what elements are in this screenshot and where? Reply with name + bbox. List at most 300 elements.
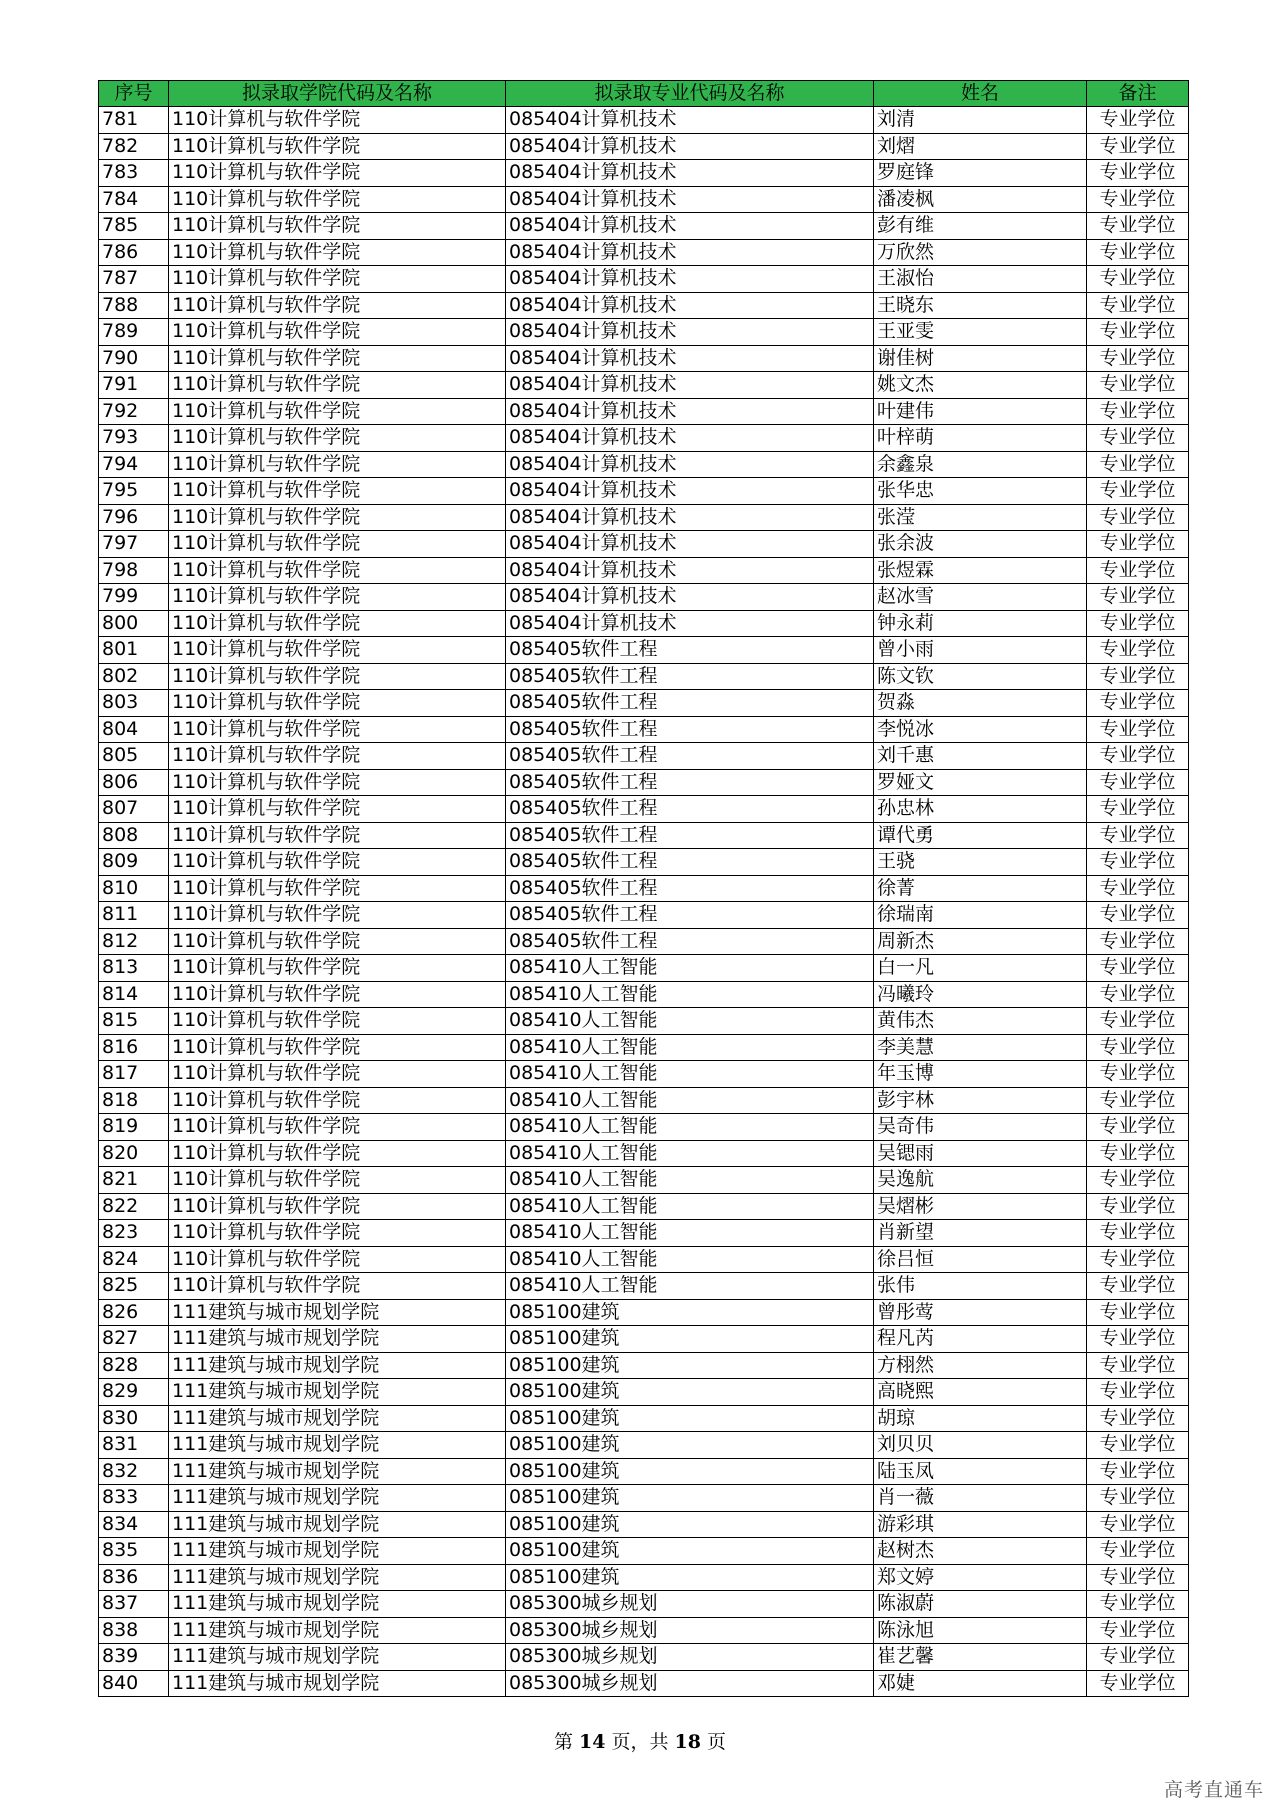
cell-serial-number: 823 [99, 1220, 169, 1247]
table-row [99, 1538, 1189, 1565]
cell-remark: 专业学位 [1087, 213, 1189, 240]
cell-serial-number: 786 [99, 239, 169, 266]
table-row [99, 1326, 1189, 1353]
cell-name: 徐吕恒 [874, 1246, 1087, 1273]
cell-major: 085100建筑 [506, 1379, 874, 1406]
cell-name: 姚文杰 [874, 372, 1087, 399]
cell-college: 110计算机与软件学院 [169, 690, 506, 717]
table-row [99, 1034, 1189, 1061]
table-row [99, 1405, 1189, 1432]
cell-remark: 专业学位 [1087, 1485, 1189, 1512]
cell-name: 吴锶雨 [874, 1140, 1087, 1167]
cell-serial-number: 825 [99, 1273, 169, 1300]
cell-remark: 专业学位 [1087, 1405, 1189, 1432]
cell-name: 黄伟杰 [874, 1008, 1087, 1035]
cell-college: 111建筑与城市规划学院 [169, 1591, 506, 1618]
cell-remark: 专业学位 [1087, 584, 1189, 611]
cell-name: 周新杰 [874, 928, 1087, 955]
cell-name: 高晓熙 [874, 1379, 1087, 1406]
header-serial-number: 序号 [99, 81, 169, 107]
footer-middle: 页，共 [605, 1731, 675, 1753]
header-college: 拟录取学院代码及名称 [169, 81, 506, 107]
cell-college: 110计算机与软件学院 [169, 928, 506, 955]
cell-major: 085300城乡规划 [506, 1591, 874, 1618]
cell-name: 谭代勇 [874, 822, 1087, 849]
cell-major: 085404计算机技术 [506, 504, 874, 531]
cell-name: 赵冰雪 [874, 584, 1087, 611]
table-row [99, 557, 1189, 584]
table-row [99, 425, 1189, 452]
cell-name: 游彩琪 [874, 1511, 1087, 1538]
cell-remark: 专业学位 [1087, 1432, 1189, 1459]
cell-remark: 专业学位 [1087, 266, 1189, 293]
cell-college: 110计算机与软件学院 [169, 107, 506, 134]
cell-serial-number: 800 [99, 610, 169, 637]
cell-serial-number: 799 [99, 584, 169, 611]
cell-serial-number: 784 [99, 186, 169, 213]
cell-remark: 专业学位 [1087, 928, 1189, 955]
cell-remark: 专业学位 [1087, 902, 1189, 929]
cell-serial-number: 832 [99, 1458, 169, 1485]
table-row [99, 266, 1189, 293]
cell-name: 曾小雨 [874, 637, 1087, 664]
cell-serial-number: 838 [99, 1617, 169, 1644]
cell-name: 张滢 [874, 504, 1087, 531]
cell-college: 110计算机与软件学院 [169, 796, 506, 823]
table-row [99, 769, 1189, 796]
table-row [99, 1670, 1189, 1697]
cell-name: 彭宇林 [874, 1087, 1087, 1114]
cell-serial-number: 833 [99, 1485, 169, 1512]
cell-serial-number: 803 [99, 690, 169, 717]
cell-college: 111建筑与城市规划学院 [169, 1644, 506, 1671]
cell-name: 陆玉凤 [874, 1458, 1087, 1485]
table-row [99, 292, 1189, 319]
cell-remark: 专业学位 [1087, 743, 1189, 770]
table-row [99, 1299, 1189, 1326]
table-row [99, 1485, 1189, 1512]
cell-serial-number: 810 [99, 875, 169, 902]
table-row [99, 1432, 1189, 1459]
cell-remark: 专业学位 [1087, 239, 1189, 266]
cell-serial-number: 837 [99, 1591, 169, 1618]
cell-name: 徐瑞南 [874, 902, 1087, 929]
cell-serial-number: 830 [99, 1405, 169, 1432]
cell-serial-number: 805 [99, 743, 169, 770]
cell-college: 110计算机与软件学院 [169, 663, 506, 690]
cell-major: 085410人工智能 [506, 1061, 874, 1088]
cell-remark: 专业学位 [1087, 1246, 1189, 1273]
watermark: 高考直通车 [1163, 1779, 1264, 1801]
table-row [99, 531, 1189, 558]
table-row [99, 1379, 1189, 1406]
cell-major: 085405软件工程 [506, 902, 874, 929]
cell-remark: 专业学位 [1087, 425, 1189, 452]
table-row [99, 213, 1189, 240]
cell-college: 110计算机与软件学院 [169, 292, 506, 319]
cell-major: 085404计算机技术 [506, 610, 874, 637]
cell-name: 钟永莉 [874, 610, 1087, 637]
cell-major: 085100建筑 [506, 1352, 874, 1379]
table-row [99, 1193, 1189, 1220]
cell-serial-number: 789 [99, 319, 169, 346]
current-page-number: 14 [579, 1731, 606, 1753]
cell-name: 王淑怡 [874, 266, 1087, 293]
cell-serial-number: 813 [99, 955, 169, 982]
cell-major: 085404计算机技术 [506, 372, 874, 399]
cell-college: 110计算机与软件学院 [169, 531, 506, 558]
table-row [99, 822, 1189, 849]
footer-suffix: 页 [701, 1731, 727, 1753]
table-row [99, 160, 1189, 187]
cell-remark: 专业学位 [1087, 1299, 1189, 1326]
cell-major: 085410人工智能 [506, 1246, 874, 1273]
cell-college: 110计算机与软件学院 [169, 1087, 506, 1114]
cell-serial-number: 785 [99, 213, 169, 240]
cell-remark: 专业学位 [1087, 610, 1189, 637]
cell-serial-number: 835 [99, 1538, 169, 1565]
cell-name: 李悦冰 [874, 716, 1087, 743]
header-row [99, 81, 1189, 107]
cell-remark: 专业学位 [1087, 345, 1189, 372]
cell-major: 085410人工智能 [506, 1008, 874, 1035]
cell-remark: 专业学位 [1087, 1193, 1189, 1220]
cell-college: 110计算机与软件学院 [169, 557, 506, 584]
cell-serial-number: 818 [99, 1087, 169, 1114]
cell-name: 吴熠彬 [874, 1193, 1087, 1220]
cell-name: 陈淑蔚 [874, 1591, 1087, 1618]
cell-major: 085410人工智能 [506, 1087, 874, 1114]
cell-serial-number: 815 [99, 1008, 169, 1035]
cell-serial-number: 822 [99, 1193, 169, 1220]
cell-serial-number: 840 [99, 1670, 169, 1697]
cell-major: 085404计算机技术 [506, 213, 874, 240]
cell-remark: 专业学位 [1087, 1061, 1189, 1088]
cell-name: 陈文钦 [874, 663, 1087, 690]
cell-college: 110计算机与软件学院 [169, 239, 506, 266]
cell-college: 110计算机与软件学院 [169, 716, 506, 743]
cell-major: 085404计算机技术 [506, 186, 874, 213]
cell-name: 张伟 [874, 1273, 1087, 1300]
cell-serial-number: 787 [99, 266, 169, 293]
cell-remark: 专业学位 [1087, 319, 1189, 346]
cell-serial-number: 795 [99, 478, 169, 505]
admission-list-table [98, 80, 1189, 1697]
cell-major: 085404计算机技术 [506, 451, 874, 478]
cell-college: 111建筑与城市规划学院 [169, 1670, 506, 1697]
table-row [99, 743, 1189, 770]
cell-college: 110计算机与软件学院 [169, 769, 506, 796]
cell-major: 085405软件工程 [506, 822, 874, 849]
cell-remark: 专业学位 [1087, 451, 1189, 478]
cell-major: 085100建筑 [506, 1326, 874, 1353]
cell-major: 085405软件工程 [506, 663, 874, 690]
cell-name: 吴逸航 [874, 1167, 1087, 1194]
cell-name: 叶梓萌 [874, 425, 1087, 452]
cell-serial-number: 836 [99, 1564, 169, 1591]
cell-remark: 专业学位 [1087, 107, 1189, 134]
cell-major: 085405软件工程 [506, 796, 874, 823]
cell-name: 陈泳旭 [874, 1617, 1087, 1644]
cell-name: 王晓东 [874, 292, 1087, 319]
table-row [99, 1246, 1189, 1273]
cell-serial-number: 796 [99, 504, 169, 531]
cell-college: 111建筑与城市规划学院 [169, 1405, 506, 1432]
cell-college: 111建筑与城市规划学院 [169, 1352, 506, 1379]
cell-major: 085404计算机技术 [506, 107, 874, 134]
table-row [99, 902, 1189, 929]
cell-remark: 专业学位 [1087, 1538, 1189, 1565]
cell-name: 崔艺馨 [874, 1644, 1087, 1671]
table-row [99, 1140, 1189, 1167]
table-row [99, 584, 1189, 611]
cell-serial-number: 827 [99, 1326, 169, 1353]
cell-college: 110计算机与软件学院 [169, 1034, 506, 1061]
table-header [99, 81, 1189, 107]
table-row [99, 107, 1189, 134]
cell-serial-number: 824 [99, 1246, 169, 1273]
cell-college: 110计算机与软件学院 [169, 875, 506, 902]
cell-name: 刘千惠 [874, 743, 1087, 770]
table-row [99, 239, 1189, 266]
cell-remark: 专业学位 [1087, 1087, 1189, 1114]
cell-major: 085405软件工程 [506, 928, 874, 955]
cell-remark: 专业学位 [1087, 1326, 1189, 1353]
cell-major: 085100建筑 [506, 1485, 874, 1512]
cell-name: 潘凌枫 [874, 186, 1087, 213]
table-row [99, 637, 1189, 664]
cell-serial-number: 783 [99, 160, 169, 187]
cell-name: 刘清 [874, 107, 1087, 134]
cell-serial-number: 821 [99, 1167, 169, 1194]
cell-name: 叶建伟 [874, 398, 1087, 425]
cell-major: 085404计算机技术 [506, 266, 874, 293]
cell-serial-number: 801 [99, 637, 169, 664]
cell-college: 111建筑与城市规划学院 [169, 1485, 506, 1512]
cell-college: 110计算机与软件学院 [169, 478, 506, 505]
cell-college: 110计算机与软件学院 [169, 1140, 506, 1167]
cell-remark: 专业学位 [1087, 292, 1189, 319]
cell-serial-number: 826 [99, 1299, 169, 1326]
cell-major: 085404计算机技术 [506, 319, 874, 346]
cell-serial-number: 819 [99, 1114, 169, 1141]
cell-college: 111建筑与城市规划学院 [169, 1458, 506, 1485]
cell-remark: 专业学位 [1087, 1617, 1189, 1644]
cell-serial-number: 812 [99, 928, 169, 955]
cell-serial-number: 793 [99, 425, 169, 452]
cell-remark: 专业学位 [1087, 557, 1189, 584]
cell-major: 085300城乡规划 [506, 1644, 874, 1671]
cell-serial-number: 797 [99, 531, 169, 558]
cell-major: 085410人工智能 [506, 981, 874, 1008]
cell-college: 110计算机与软件学院 [169, 902, 506, 929]
cell-name: 胡琼 [874, 1405, 1087, 1432]
cell-remark: 专业学位 [1087, 849, 1189, 876]
cell-major: 085410人工智能 [506, 1034, 874, 1061]
table-row [99, 398, 1189, 425]
cell-major: 085410人工智能 [506, 1193, 874, 1220]
cell-major: 085405软件工程 [506, 716, 874, 743]
table-row [99, 849, 1189, 876]
cell-serial-number: 831 [99, 1432, 169, 1459]
cell-major: 085405软件工程 [506, 690, 874, 717]
cell-remark: 专业学位 [1087, 981, 1189, 1008]
table-row [99, 504, 1189, 531]
cell-college: 111建筑与城市规划学院 [169, 1617, 506, 1644]
cell-major: 085404计算机技术 [506, 345, 874, 372]
cell-serial-number: 816 [99, 1034, 169, 1061]
cell-name: 张华忠 [874, 478, 1087, 505]
table-row [99, 1167, 1189, 1194]
cell-remark: 专业学位 [1087, 160, 1189, 187]
cell-remark: 专业学位 [1087, 663, 1189, 690]
cell-serial-number: 806 [99, 769, 169, 796]
cell-major: 085404计算机技术 [506, 557, 874, 584]
cell-major: 085404计算机技术 [506, 133, 874, 160]
table-body [99, 107, 1189, 1697]
cell-remark: 专业学位 [1087, 637, 1189, 664]
table-row [99, 345, 1189, 372]
cell-major: 085404计算机技术 [506, 584, 874, 611]
table-row [99, 796, 1189, 823]
cell-remark: 专业学位 [1087, 1511, 1189, 1538]
cell-serial-number: 802 [99, 663, 169, 690]
cell-college: 110计算机与软件学院 [169, 1167, 506, 1194]
cell-name: 王亚雯 [874, 319, 1087, 346]
cell-name: 肖新望 [874, 1220, 1087, 1247]
table-row [99, 716, 1189, 743]
table-row [99, 1352, 1189, 1379]
cell-serial-number: 814 [99, 981, 169, 1008]
cell-name: 程凡芮 [874, 1326, 1087, 1353]
cell-remark: 专业学位 [1087, 398, 1189, 425]
cell-major: 085300城乡规划 [506, 1617, 874, 1644]
cell-name: 贺淼 [874, 690, 1087, 717]
cell-remark: 专业学位 [1087, 531, 1189, 558]
cell-remark: 专业学位 [1087, 1273, 1189, 1300]
cell-college: 111建筑与城市规划学院 [169, 1564, 506, 1591]
cell-college: 110计算机与软件学院 [169, 133, 506, 160]
cell-remark: 专业学位 [1087, 1458, 1189, 1485]
cell-major: 085405软件工程 [506, 743, 874, 770]
cell-serial-number: 790 [99, 345, 169, 372]
footer-prefix: 第 [553, 1731, 579, 1753]
table-row [99, 1061, 1189, 1088]
cell-name: 谢佳树 [874, 345, 1087, 372]
cell-college: 110计算机与软件学院 [169, 1220, 506, 1247]
cell-serial-number: 782 [99, 133, 169, 160]
cell-name: 吴奇伟 [874, 1114, 1087, 1141]
cell-name: 万欣然 [874, 239, 1087, 266]
table-row [99, 1591, 1189, 1618]
page-footer [0, 1727, 1280, 1754]
table-row [99, 478, 1189, 505]
table-row [99, 1617, 1189, 1644]
cell-major: 085404计算机技术 [506, 292, 874, 319]
cell-serial-number: 792 [99, 398, 169, 425]
cell-college: 110计算机与软件学院 [169, 451, 506, 478]
cell-college: 110计算机与软件学院 [169, 504, 506, 531]
cell-name: 年玉博 [874, 1061, 1087, 1088]
cell-college: 110计算机与软件学院 [169, 425, 506, 452]
cell-name: 罗娅文 [874, 769, 1087, 796]
table-row [99, 875, 1189, 902]
cell-name: 刘熠 [874, 133, 1087, 160]
cell-name: 赵树杰 [874, 1538, 1087, 1565]
cell-college: 110计算机与软件学院 [169, 1008, 506, 1035]
cell-college: 110计算机与软件学院 [169, 213, 506, 240]
cell-name: 肖一薇 [874, 1485, 1087, 1512]
cell-college: 110计算机与软件学院 [169, 186, 506, 213]
cell-remark: 专业学位 [1087, 504, 1189, 531]
cell-serial-number: 811 [99, 902, 169, 929]
cell-major: 085410人工智能 [506, 1167, 874, 1194]
cell-serial-number: 804 [99, 716, 169, 743]
cell-remark: 专业学位 [1087, 1034, 1189, 1061]
cell-college: 110计算机与软件学院 [169, 822, 506, 849]
cell-major: 085404计算机技术 [506, 531, 874, 558]
table-row [99, 1458, 1189, 1485]
cell-college: 111建筑与城市规划学院 [169, 1299, 506, 1326]
cell-serial-number: 834 [99, 1511, 169, 1538]
cell-name: 刘贝贝 [874, 1432, 1087, 1459]
table-row [99, 319, 1189, 346]
cell-serial-number: 839 [99, 1644, 169, 1671]
cell-major: 085404计算机技术 [506, 398, 874, 425]
cell-remark: 专业学位 [1087, 955, 1189, 982]
cell-serial-number: 798 [99, 557, 169, 584]
cell-college: 110计算机与软件学院 [169, 1114, 506, 1141]
cell-major: 085404计算机技术 [506, 239, 874, 266]
cell-remark: 专业学位 [1087, 875, 1189, 902]
cell-major: 085100建筑 [506, 1458, 874, 1485]
cell-name: 孙忠林 [874, 796, 1087, 823]
cell-serial-number: 788 [99, 292, 169, 319]
table-row [99, 663, 1189, 690]
cell-remark: 专业学位 [1087, 716, 1189, 743]
cell-college: 110计算机与软件学院 [169, 610, 506, 637]
table-row [99, 186, 1189, 213]
cell-college: 111建筑与城市规划学院 [169, 1379, 506, 1406]
cell-major: 085404计算机技术 [506, 478, 874, 505]
cell-college: 110计算机与软件学院 [169, 319, 506, 346]
cell-serial-number: 794 [99, 451, 169, 478]
table-row [99, 1564, 1189, 1591]
cell-college: 110计算机与软件学院 [169, 981, 506, 1008]
cell-remark: 专业学位 [1087, 822, 1189, 849]
table-row [99, 1114, 1189, 1141]
cell-college: 110计算机与软件学院 [169, 955, 506, 982]
cell-remark: 专业学位 [1087, 1352, 1189, 1379]
header-major: 拟录取专业代码及名称 [506, 81, 874, 107]
cell-major: 085410人工智能 [506, 1220, 874, 1247]
cell-major: 085405软件工程 [506, 769, 874, 796]
cell-name: 李美慧 [874, 1034, 1087, 1061]
table-row [99, 1644, 1189, 1671]
cell-college: 110计算机与软件学院 [169, 1273, 506, 1300]
cell-name: 郑文婷 [874, 1564, 1087, 1591]
cell-name: 张煜霖 [874, 557, 1087, 584]
cell-remark: 专业学位 [1087, 796, 1189, 823]
cell-name: 张余波 [874, 531, 1087, 558]
cell-serial-number: 828 [99, 1352, 169, 1379]
cell-college: 111建筑与城市规划学院 [169, 1511, 506, 1538]
total-pages-number: 18 [674, 1731, 701, 1753]
cell-major: 085100建筑 [506, 1538, 874, 1565]
cell-serial-number: 791 [99, 372, 169, 399]
cell-serial-number: 808 [99, 822, 169, 849]
cell-major: 085100建筑 [506, 1299, 874, 1326]
